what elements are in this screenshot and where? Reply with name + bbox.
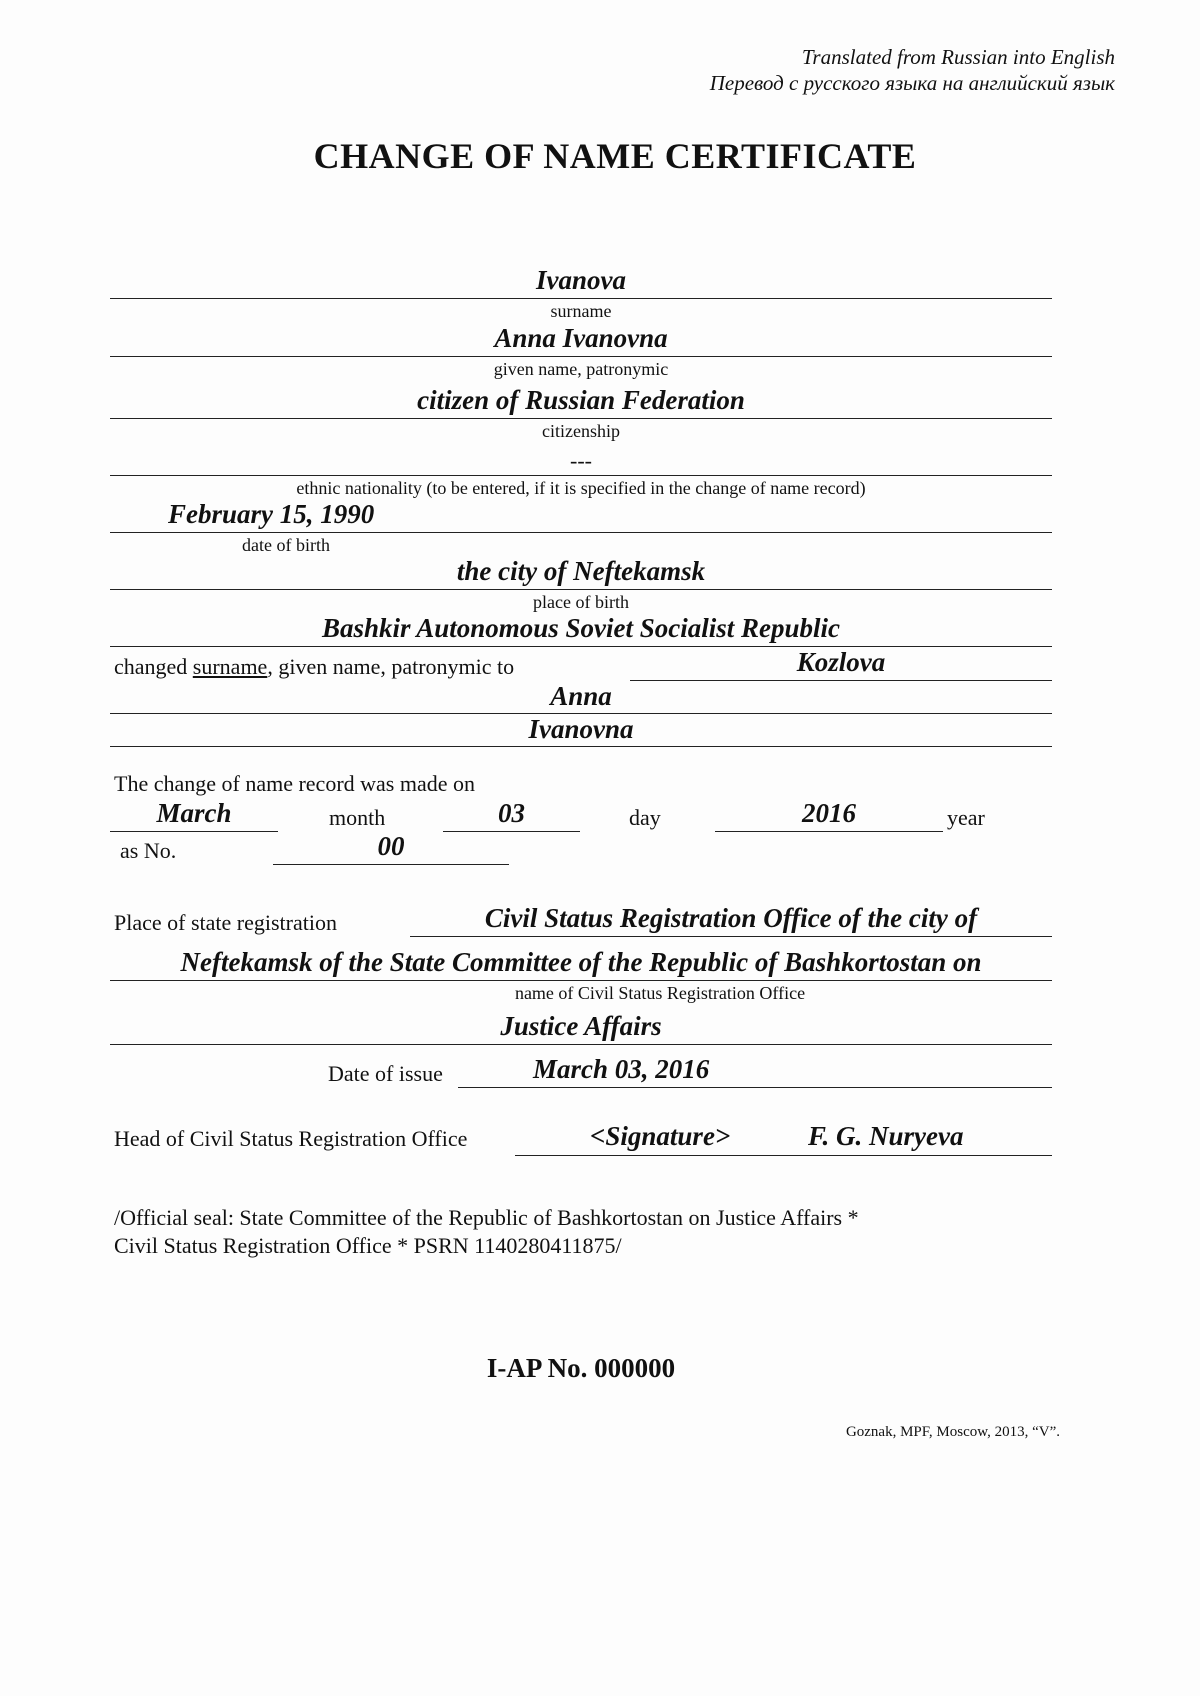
issue-date-label: Date of issue [328,1061,443,1086]
head-signature: <Signature> [590,1121,731,1151]
registration-line3-rule [110,1044,1052,1045]
dob-line [110,532,1052,533]
given-name-label: given name, patronymic [493,359,669,379]
changed-prefix: changed [114,654,193,679]
issue-date-line [458,1087,1052,1088]
changed-underlined-word: surname [192,654,268,679]
new-patronymic-value: Ivanovna [528,714,634,744]
registration-line2: Neftekamsk of the State Committee of the Republic of Bashkortostan on [180,947,982,977]
issue-date-value: March 03, 2016 [533,1054,710,1084]
record-number-line [273,864,509,865]
certificate-series-number: I-AP No. 000000 [486,1353,676,1383]
surname-label: surname [550,301,612,321]
surname-line [110,298,1052,299]
nationality-value: --- [570,448,592,473]
new-surname-value: Kozlova [796,647,886,677]
surname-value: Ivanova [536,265,626,295]
registration-line1: Civil Status Registration Office of the city of [484,903,978,933]
seal-note-line2: Civil Status Registration Office * PSRN 1140280411875/ [114,1233,622,1258]
pob-line [110,589,1052,590]
translation-note-en: Translated from Russian into English [801,45,1115,69]
record-year-label: year [947,805,985,830]
head-line [515,1155,1052,1156]
registration-label: Place of state registration [114,910,337,935]
record-month-label: month [329,805,386,830]
pob-label: place of birth [533,592,629,612]
record-day-label: day [629,805,661,830]
changed-suffix: , given name, patronymic to [267,654,515,679]
head-name: F. G. Nuryeva [808,1121,964,1151]
changed-name-text [114,654,514,680]
registration-line3: Justice Affairs [500,1011,662,1041]
registration-sublabel: name of Civil Status Registration Office [514,983,806,1003]
translation-note-ru: Перевод с русского языка на английский язык [709,71,1115,95]
printer-info: Goznak, MPF, Moscow, 2013, “V”. [845,1424,1060,1440]
nationality-label: ethnic nationality (to be entered, if it is specified in the change of name record) [296,478,866,498]
registration-line1-rule [410,936,1052,937]
record-year-line [715,831,943,832]
citizenship-value: citizen of Russian Federation [417,385,745,415]
citizenship-line [110,418,1052,419]
record-intro: The change of name record was made on [114,771,476,796]
seal-note-line1: /Official seal: State Committee of the Republic of Bashkortostan on Justice Affairs * [114,1205,859,1230]
record-number-value: 00 [377,831,405,861]
registration-line2-rule [110,980,1052,981]
new-given-name-value: Anna [550,681,612,711]
record-month-value: March [156,798,232,828]
citizenship-label: citizenship [542,421,620,441]
dob-label: date of birth [242,535,330,555]
given-name-value: Anna Ivanovna [494,323,668,353]
dob-value: February 15, 1990 [168,499,375,529]
given-name-line [110,356,1052,357]
pob-value-region: Bashkir Autonomous Soviet Socialist Republic [321,613,841,643]
page-title: CHANGE OF NAME CERTIFICATE [313,136,917,176]
record-number-label: as No. [120,838,177,863]
record-month-line [110,831,278,832]
pob-value-city: the city of Neftekamsk [456,556,706,586]
nationality-line [110,475,1052,476]
record-year-value: 2016 [802,798,856,828]
head-label: Head of Civil Status Registration Office [114,1126,468,1151]
new-patronymic-line [110,746,1052,747]
record-day-value: 03 [498,798,525,828]
